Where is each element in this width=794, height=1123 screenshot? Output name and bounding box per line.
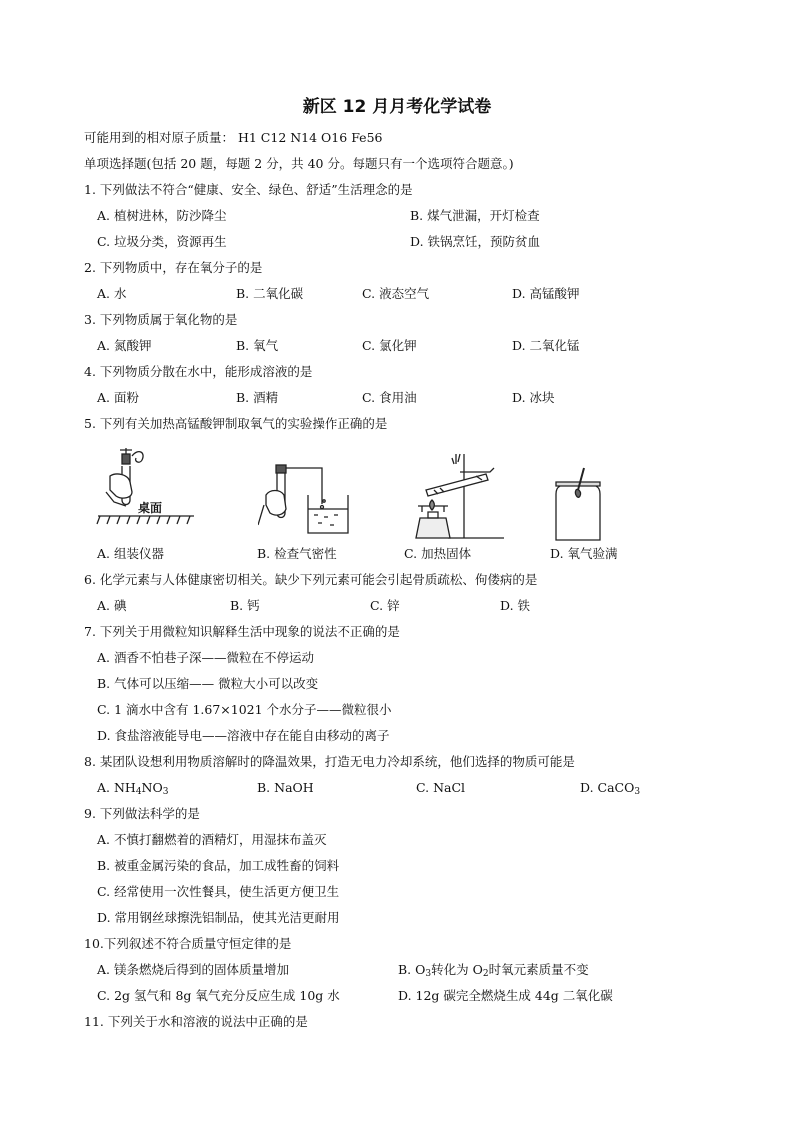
q3-option-b: B. 氧气 (236, 338, 279, 353)
q2-option-b: B. 二氧化碳 (236, 286, 304, 301)
page-title: 新区 12 月月考化学试卷 (302, 97, 492, 117)
q8-option-a: A. $NH_4NO_3$ (97, 780, 169, 797)
q9-option-b: B. 被重金属污染的食品，加工成牲畜的饲料 (97, 858, 340, 873)
q10-option-b: B. $O_3$转化为 $O_2$时氧元素质量不变 (398, 962, 589, 979)
q1-option-d: D. 铁锅烹饪，预防贫血 (410, 234, 541, 249)
q2-option-d: D. 高锰酸钾 (512, 286, 580, 301)
q2-option-a: A. 水 (97, 286, 127, 301)
q7-option-c: C. 1 滴水中含有 1.67×1021 个水分子——微粒很小 (97, 702, 392, 717)
question-7-stem: 7. 下列关于用微粒知识解释生活中现象的说法不正确的是 (84, 624, 400, 639)
question-9-stem: 9. 下列做法科学的是 (84, 806, 200, 821)
q1-option-b: B. 煤气泄漏，开灯检查 (410, 208, 540, 223)
question-2-stem: 2. 下列物质中，存在氧分子的是 (84, 260, 263, 275)
oxygen-full-test-figure (550, 466, 610, 544)
question-6-stem: 6. 化学元素与人体健康密切相关。缺少下列元素可能会引起骨质疏松、佝偻病的是 (84, 572, 538, 587)
q10-option-a: A. 镁条燃烧后得到的固体质量增加 (97, 962, 289, 977)
q9-option-c: C. 经常使用一次性餐具，使生活更方便卫生 (97, 884, 340, 899)
q6-option-a: A. 碘 (97, 598, 127, 613)
question-10-stem: 10.下列叙述不符合质量守恒定律的是 (84, 936, 292, 951)
question-5-stem: 5. 下列有关加热高锰酸钾制取氧气的实验操作正确的是 (84, 416, 388, 431)
q9-option-d: D. 常用钢丝球擦洗铝制品，使其光洁更耐用 (97, 910, 340, 925)
q6-option-c: C. 锌 (370, 598, 400, 613)
question-4-stem: 4. 下列物质分散在水中，能形成溶液的是 (84, 364, 313, 379)
heat-solid-figure (404, 450, 508, 544)
q6-option-b: B. 钙 (230, 598, 260, 613)
q3-option-c: C. 氯化钾 (362, 338, 417, 353)
q3-option-a: A. 氮酸钾 (97, 338, 152, 353)
q1-option-c: C. 垃圾分类，资源再生 (97, 234, 227, 249)
q5-option-b: B. 检查气密性 (257, 546, 337, 561)
q8-option-d: D. CaCO$_3$ (580, 780, 641, 797)
q7-option-b: B. 气体可以压缩—— 微粒大小可以改变 (97, 676, 319, 691)
question-8-stem: 8. 某团队设想利用物质溶解时的降温效果，打造无电力冷却系统，他们选择的物质可能是 (84, 754, 575, 769)
q8-option-c: C. NaCl (416, 780, 466, 795)
atomic-mass-line: 可能用到的相对原子质量： H1 C12 N14 O16 Fe56 (84, 130, 383, 145)
assemble-apparatus-figure (96, 446, 196, 536)
question-1-stem: 1. 下列做法不符合“健康、安全、绿色、舒适”生活理念的是 (84, 182, 413, 197)
q9-option-a: A. 不慎打翻燃着的酒精灯，用湿抹布盖灭 (97, 832, 327, 847)
q4-option-c: C. 食用油 (362, 390, 417, 405)
q10-option-d: D. 12g 碳完全燃烧生成 44g 二氧化碳 (398, 988, 613, 1003)
q5-option-a: A. 组装仪器 (97, 546, 164, 561)
airtightness-figure (258, 455, 358, 543)
q1-option-a: A. 植树进林，防沙降尘 (97, 208, 227, 223)
q10-option-c: C. 2g 氢气和 8g 氧气充分反应生成 10g 水 (97, 988, 340, 1003)
q5-option-c: C. 加热固体 (404, 546, 472, 561)
q6-option-d: D. 铁 (500, 598, 531, 613)
question-3-stem: 3. 下列物质属于氧化物的是 (84, 312, 238, 327)
q7-option-a: A. 酒香不怕巷子深——微粒在不停运动 (97, 650, 314, 665)
q4-option-d: D. 冰块 (512, 390, 555, 405)
q5-option-d: D. 氧气验满 (550, 546, 618, 561)
q4-option-a: A. 面粉 (97, 390, 139, 405)
q2-option-c: C. 液态空气 (362, 286, 430, 301)
q3-option-d: D. 二氧化锰 (512, 338, 580, 353)
section-heading: 单项选择题(包括 20 题，每题 2 分，共 40 分。每题只有一个选项符合题意。) (84, 156, 514, 171)
q8-option-b: B. NaOH (257, 780, 314, 795)
question-11-stem: 11. 下列关于水和溶液的说法中正确的是 (84, 1014, 308, 1029)
q7-option-d: D. 食盐溶液能导电——溶液中存在能自由移动的离子 (97, 728, 390, 743)
q4-option-b: B. 酒精 (236, 390, 279, 405)
desk-label: 桌面 (138, 501, 163, 515)
